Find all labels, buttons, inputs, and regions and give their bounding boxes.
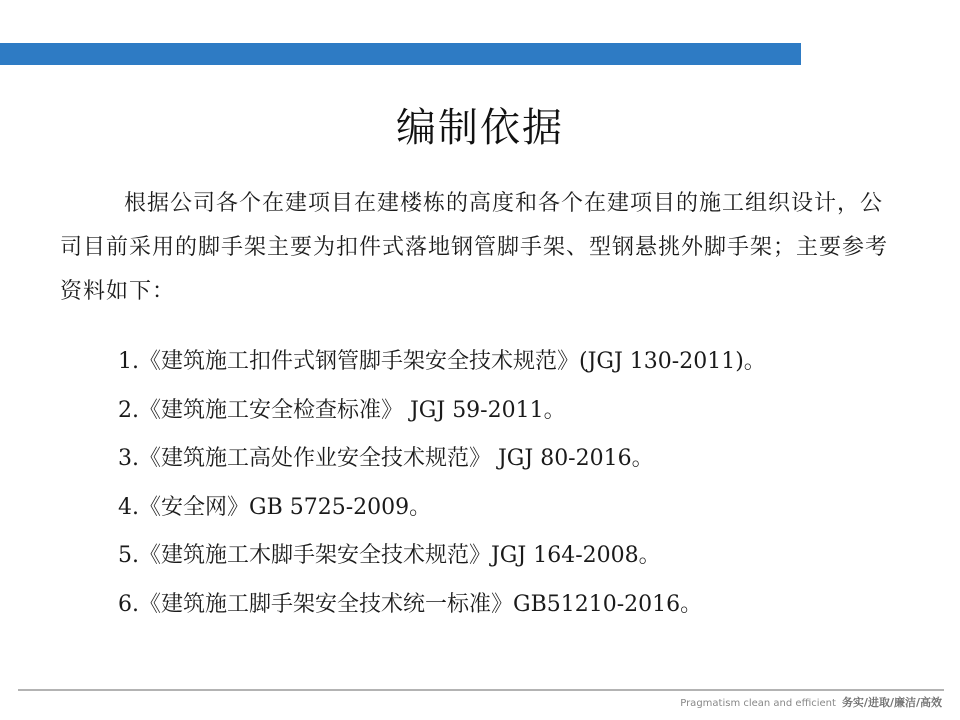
intro-paragraph: 根据公司各个在建项目在建楼栋的高度和各个在建项目的施工组织设计，公司目前采用的脚手架主要为扣件式落地钢管脚手架、型钢悬挑外脚手架；主要参考资料如下： [60, 191, 889, 304]
reference-item: 2.《建筑施工安全检查标准》 JGJ 59-2011。 [118, 397, 566, 423]
top-accent-bar [0, 43, 801, 65]
page-title: 编制依据 [396, 105, 564, 151]
footer-slogan [680, 695, 942, 712]
reference-item: 3.《建筑施工高处作业安全技术规范》 JGJ 80-2016。 [118, 446, 654, 472]
reference-item: 4.《安全网》GB 5725-2009。 [118, 494, 432, 520]
reference-item: 6.《建筑施工脚手架安全技术统一标准》GB51210-2016。 [118, 591, 703, 617]
footer-slogan-english: Pragmatism clean and efficient [680, 698, 836, 709]
footer-divider [18, 689, 944, 691]
footer-slogan-chinese: 务实/进取/廉洁/高效 [841, 696, 942, 709]
reference-item: 5.《建筑施工木脚手架安全技术规范》JGJ 164-2008。 [118, 543, 661, 569]
reference-item: 1.《建筑施工扣件式钢管脚手架安全技术规范》(JGJ 130-2011)。 [118, 349, 766, 374]
reference-list [118, 338, 908, 630]
